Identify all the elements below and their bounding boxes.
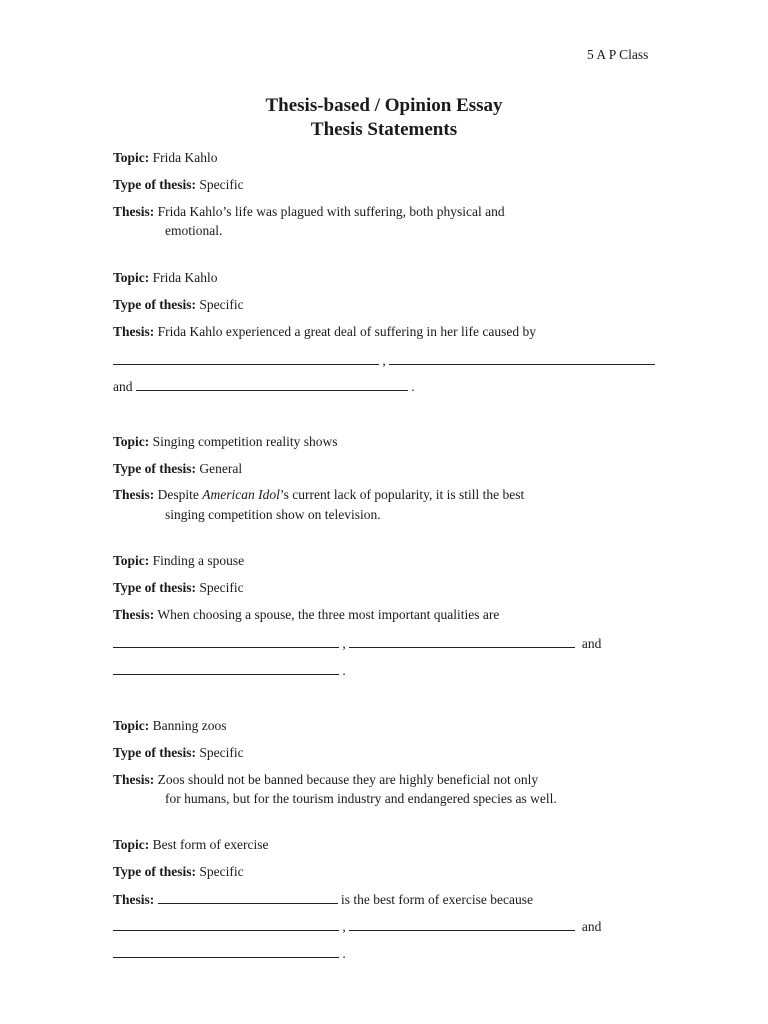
and-text: and (113, 379, 133, 394)
entry-5-thesis-cont: for humans, but for the tourism industry and endangered species as well. (165, 791, 557, 806)
topic-value: Frida Kahlo (152, 150, 218, 165)
entry-4-type (113, 580, 244, 596)
entry-1-type (113, 177, 244, 193)
fill-in-blank[interactable] (113, 945, 339, 958)
type-value: Specific (199, 864, 244, 879)
entry-1-thesis (113, 204, 505, 220)
period: . (342, 663, 346, 678)
entry-3-type (113, 461, 242, 477)
thesis-label: Thesis: (113, 892, 155, 907)
fill-in-blank[interactable] (349, 918, 575, 931)
thesis-text: is the best form of exercise because (341, 892, 533, 907)
entry-5-thesis (113, 772, 538, 788)
fill-in-blank[interactable] (389, 352, 655, 365)
topic-value: Singing competition reality shows (152, 434, 338, 449)
thesis-text-pre: Despite (157, 487, 203, 502)
thesis-label: Thesis: (113, 487, 155, 502)
period: . (411, 379, 415, 394)
and-text: and (581, 636, 602, 651)
entry-4-topic (113, 553, 244, 569)
fill-in-blank[interactable] (349, 635, 575, 648)
fill-in-blank[interactable] (158, 891, 338, 904)
entry-2-blanks-row-2 (113, 378, 415, 395)
topic-label: Topic: (113, 837, 150, 852)
type-value: Specific (199, 745, 244, 760)
fill-in-blank[interactable] (113, 918, 339, 931)
type-label: Type of thesis: (113, 580, 196, 595)
thesis-label: Thesis: (113, 204, 155, 219)
type-value: Specific (199, 580, 244, 595)
fill-in-blank[interactable] (113, 662, 339, 675)
topic-value: Best form of exercise (152, 837, 269, 852)
entry-3-thesis-cont: singing competition show on television. (165, 507, 381, 522)
type-value: Specific (199, 297, 244, 312)
entry-6-type (113, 864, 244, 880)
entry-3-topic (113, 434, 338, 450)
entry-2-topic (113, 270, 218, 286)
entry-1-thesis-cont: emotional. (165, 223, 223, 238)
page-title: Thesis-based / Opinion Essay (265, 95, 503, 116)
entry-2-type (113, 297, 244, 313)
comma: , (342, 636, 346, 651)
entry-2-thesis (113, 324, 536, 340)
thesis-label: Thesis: (113, 772, 155, 787)
entry-1-topic (113, 150, 218, 166)
entry-3-thesis (113, 487, 524, 503)
fill-in-blank[interactable] (113, 352, 379, 365)
thesis-text: Frida Kahlo experienced a great deal of suffering in her life caused by (157, 324, 536, 339)
show-title: American Idol (202, 487, 280, 502)
thesis-label: Thesis: (113, 607, 155, 622)
topic-label: Topic: (113, 553, 150, 568)
type-value: General (199, 461, 243, 476)
entry-2-blanks-row-1 (113, 352, 655, 369)
page-subtitle: Thesis Statements (310, 119, 458, 140)
topic-label: Topic: (113, 150, 150, 165)
entry-5-topic (113, 718, 227, 734)
and-text: and (581, 919, 602, 934)
type-label: Type of thesis: (113, 461, 196, 476)
entry-4-blanks-row-1 (113, 635, 601, 652)
thesis-text: Frida Kahlo’s life was plagued with suffering, both physical and (157, 204, 505, 219)
fill-in-blank[interactable] (136, 378, 408, 391)
type-label: Type of thesis: (113, 864, 196, 879)
comma: , (382, 353, 386, 368)
entry-4-thesis (113, 607, 499, 623)
type-label: Type of thesis: (113, 745, 196, 760)
topic-label: Topic: (113, 270, 150, 285)
entry-6-topic (113, 837, 268, 853)
type-label: Type of thesis: (113, 297, 196, 312)
comma: , (342, 919, 346, 934)
entry-6-thesis (113, 891, 533, 908)
topic-value: Banning zoos (152, 718, 227, 733)
type-value: Specific (199, 177, 244, 192)
class-label: 5 A P Class (587, 47, 649, 62)
entry-5-type (113, 745, 244, 761)
thesis-text-post: ’s current lack of popularity, it is still the best (279, 487, 525, 502)
thesis-text: When choosing a spouse, the three most important qualities are (157, 607, 500, 622)
thesis-label: Thesis: (113, 324, 155, 339)
entry-6-blanks-row-1 (113, 918, 601, 935)
entry-4-blanks-row-2 (113, 662, 346, 679)
period: . (342, 946, 346, 961)
topic-label: Topic: (113, 434, 150, 449)
thesis-text: Zoos should not be banned because they are highly beneficial not only (157, 772, 539, 787)
topic-value: Frida Kahlo (152, 270, 218, 285)
fill-in-blank[interactable] (113, 635, 339, 648)
topic-value: Finding a spouse (152, 553, 245, 568)
topic-label: Topic: (113, 718, 150, 733)
entry-6-blanks-row-2 (113, 945, 346, 962)
type-label: Type of thesis: (113, 177, 196, 192)
